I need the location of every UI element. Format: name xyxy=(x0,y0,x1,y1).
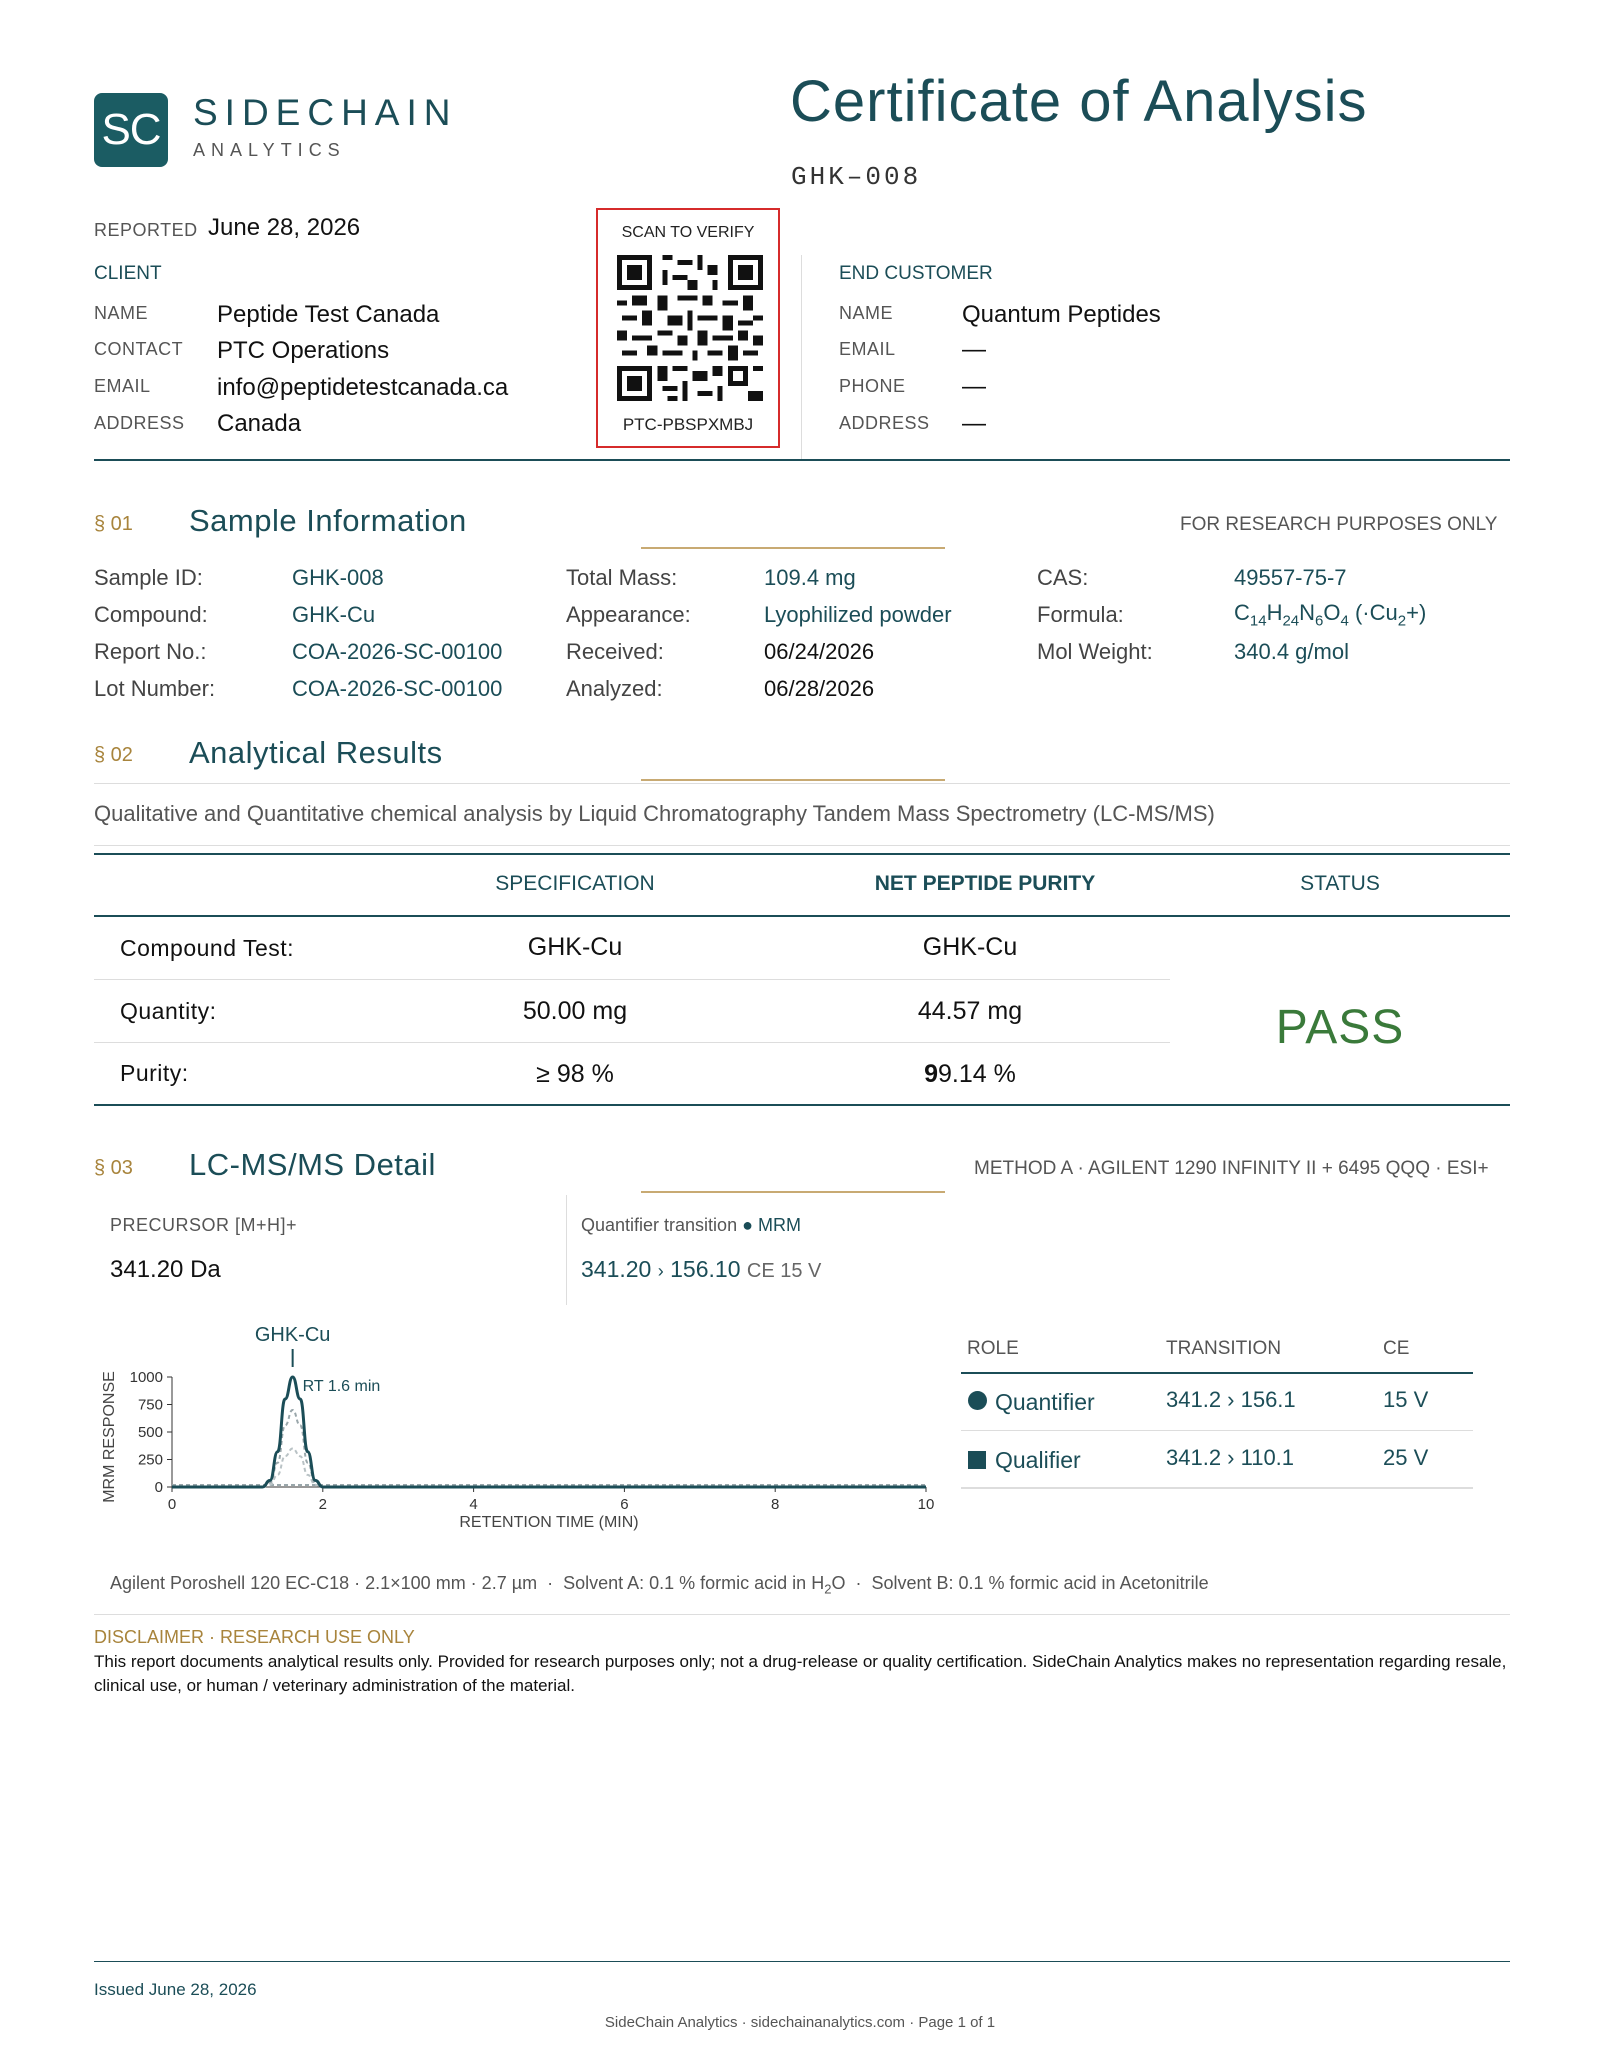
col-status: STATUS xyxy=(1300,872,1380,895)
quant-transition: Quantifier transition ● MRM xyxy=(581,1215,801,1235)
qualifier-transition: 341.2 › 110.1 xyxy=(1166,1445,1295,1470)
reported-label: REPORTED xyxy=(94,220,198,240)
series-line xyxy=(172,1377,926,1487)
y-tick-label: 500 xyxy=(137,1424,163,1441)
analyzed-date: 06/28/2026 xyxy=(764,676,875,701)
end-phone: — xyxy=(962,373,986,400)
section-1-title: Sample Information xyxy=(189,503,467,538)
doc-id: GHK–008 xyxy=(791,162,922,192)
verify-box[interactable] xyxy=(596,208,780,448)
quantifier-ce: 15 V xyxy=(1383,1387,1429,1412)
disclaimer-heading: DISCLAIMER · RESEARCH USE ONLY xyxy=(94,1627,415,1647)
precursor-divider xyxy=(566,1195,567,1305)
header-divider xyxy=(801,255,802,460)
page-title: Certificate of Analysis xyxy=(790,69,1368,134)
end-email: — xyxy=(962,336,986,363)
client-address: Canada xyxy=(217,410,302,437)
y-tick-label: 250 xyxy=(137,1451,163,1469)
x-tick-label: 4 xyxy=(469,1496,478,1513)
trans-bottom-rule xyxy=(961,1487,1473,1489)
row-compound-spec: GHK-Cu xyxy=(527,933,623,961)
issued-date: Issued June 28, 2026 xyxy=(94,1980,257,1999)
precursor-label: PRECURSOR [M+H]+ xyxy=(110,1215,298,1235)
trans-col-ce: CE xyxy=(1383,1338,1410,1359)
row-compound-result: GHK-Cu xyxy=(922,933,1018,961)
total-mass: 109.4 mg xyxy=(764,565,856,590)
qr-code-icon[interactable] xyxy=(617,255,763,401)
trans-col-role: ROLE xyxy=(967,1338,1019,1359)
method-text: Qualitative and Quantitative chemical analysis by Liquid Chromatography Tandem Mass Spectrometry (LC-MS/MS) xyxy=(94,801,1215,826)
sample-id-label: Sample ID: xyxy=(94,565,203,590)
formula-label: Formula: xyxy=(1037,602,1124,627)
x-axis-label: RETENTION TIME (MIN) xyxy=(459,1514,639,1531)
footer-rule xyxy=(94,1961,1510,1962)
end-address-label: ADDRESS xyxy=(839,413,930,433)
quant-value: 341.20 › 156.10 CE 15 V xyxy=(581,1256,822,1282)
quantifier-role: Quantifier xyxy=(995,1389,1095,1415)
section-2-number: § 02 xyxy=(94,744,133,766)
results-top-rule xyxy=(94,853,1510,855)
row-quantity-spec: 50.00 mg xyxy=(522,997,628,1025)
sample-id: GHK-008 xyxy=(292,565,384,590)
client-name: Peptide Test Canada xyxy=(217,301,440,328)
verify-code: PTC-PBSPXMBJ xyxy=(622,415,754,434)
compound: GHK-Cu xyxy=(292,602,376,627)
client-email[interactable]: info@peptidetestcanada.ca xyxy=(217,374,509,401)
disclaimer-text: This report documents analytical results only. Provided for research purposes only; not a drug-release or quality certification. SideChain Analytics makes no representation regarding resale, clinical use, or human / veterinary administration of the material. xyxy=(94,1652,1507,1695)
end-name: Quantum Peptides xyxy=(962,301,1161,328)
chromatogram xyxy=(94,1315,954,1555)
report-no-label: Report No.: xyxy=(94,639,207,664)
circle-icon xyxy=(968,1391,987,1410)
y-tick-label: 750 xyxy=(137,1396,163,1414)
client-heading: CLIENT xyxy=(94,263,162,284)
x-tick-label: 10 xyxy=(917,1496,935,1513)
trans-header-rule xyxy=(961,1372,1473,1374)
brand-name: SIDECHAIN xyxy=(193,92,458,133)
client-contact: PTC Operations xyxy=(217,337,390,364)
y-tick-label: 0 xyxy=(154,1479,163,1496)
client-contact-label: CONTACT xyxy=(94,339,184,359)
qualifier-role: Qualifier xyxy=(995,1447,1081,1473)
status-badge: PASS xyxy=(1275,1001,1405,1054)
y-tick-label: 1000 xyxy=(129,1369,163,1386)
client-name-label: NAME xyxy=(94,303,149,323)
row-rule xyxy=(94,1042,1170,1043)
end-email-label: EMAIL xyxy=(839,339,896,359)
logo xyxy=(94,93,168,167)
analyzed-label: Analyzed: xyxy=(566,676,663,701)
row-quantity-label: Quantity: xyxy=(120,998,217,1024)
series-line xyxy=(172,1410,926,1487)
method-rule xyxy=(94,845,1510,846)
trans-col-transition: TRANSITION xyxy=(1166,1338,1282,1359)
section-2-rule xyxy=(94,783,1510,784)
section-3-accent xyxy=(641,1191,945,1193)
x-tick-label: 6 xyxy=(620,1496,629,1513)
reported-date: June 28, 2026 xyxy=(208,214,361,241)
end-customer-heading: END CUSTOMER xyxy=(839,263,993,284)
compound-label: Compound: xyxy=(94,602,208,627)
row-compound-label: Compound Test: xyxy=(120,935,295,961)
results-header-rule xyxy=(94,915,1510,917)
mol-weight: 340.4 g/mol xyxy=(1234,639,1349,664)
results-bottom-rule xyxy=(94,1104,1510,1106)
section-1-number: § 01 xyxy=(94,513,133,535)
detail-rule xyxy=(94,1614,1510,1615)
y-axis-label: MRM RESPONSE xyxy=(101,1371,118,1503)
precursor-value: 341.20 Da xyxy=(110,1256,221,1283)
qualifier-ce: 25 V xyxy=(1383,1445,1429,1470)
cas-label: CAS: xyxy=(1037,565,1089,590)
lot-number: COA-2026-SC-00100 xyxy=(292,676,503,701)
brand-sub: ANALYTICS xyxy=(193,140,346,160)
received-date: 06/24/2026 xyxy=(764,639,875,664)
x-tick-label: 2 xyxy=(318,1496,327,1513)
row-purity-result: 99.14 % xyxy=(924,1060,1016,1088)
peak-label: GHK-Cu xyxy=(254,1324,331,1346)
header-rule xyxy=(94,459,1510,461)
report-no: COA-2026-SC-00100 xyxy=(292,639,503,664)
formula: $C_{14}H_{24}N_6O_4$ $(\cdot Cu_2+)$ xyxy=(1234,600,1427,630)
section-2-title: Analytical Results xyxy=(189,735,443,770)
section-2-accent xyxy=(641,779,945,781)
footer-line: SideChain Analytics · sidechainanalytics.com · Page 1 of 1 xyxy=(604,2014,996,2031)
section-3-title: LC-MS/MS Detail xyxy=(189,1147,436,1182)
column-solvent-info: Agilent Poroshell 120 EC-C18 · 2.1×100 mm · 2.7 µm · Solvent A: 0.1 % formic acid in $H_2O$ · Solvent B: 0.1 % formic acid in Acetonitrile xyxy=(110,1573,1209,1597)
cas-number: 49557-75-7 xyxy=(1234,565,1347,590)
logo-text: SC xyxy=(101,105,161,154)
client-address-label: ADDRESS xyxy=(94,413,185,433)
lot-label: Lot Number: xyxy=(94,676,216,701)
x-tick-label: 0 xyxy=(167,1496,177,1513)
end-address: — xyxy=(962,410,986,437)
end-name-label: NAME xyxy=(839,303,894,323)
end-phone-label: PHONE xyxy=(839,376,906,396)
row-purity-label: Purity: xyxy=(120,1060,189,1086)
quantifier-transition: 341.2 › 156.1 xyxy=(1166,1387,1296,1412)
square-icon xyxy=(968,1451,986,1469)
rt-annotation: RT 1.6 min xyxy=(302,1378,381,1395)
appearance: Lyophilized powder xyxy=(764,602,952,627)
x-tick-label: 8 xyxy=(771,1496,780,1513)
verify-label: SCAN TO VERIFY xyxy=(621,224,755,241)
row-rule xyxy=(94,979,1170,980)
client-email-label: EMAIL xyxy=(94,376,151,396)
section-1-accent xyxy=(641,547,945,549)
mass-label: Total Mass: xyxy=(566,565,678,590)
received-label: Received: xyxy=(566,639,664,664)
section-3-number: § 03 xyxy=(94,1157,133,1179)
col-net-purity: NET PEPTIDE PURITY xyxy=(874,872,1096,895)
trans-row-rule xyxy=(961,1430,1473,1431)
mw-label: Mol Weight: xyxy=(1037,639,1153,664)
col-specification: SPECIFICATION xyxy=(495,872,655,895)
method-info: METHOD A · AGILENT 1290 INFINITY II + 6495 QQQ · ESI+ xyxy=(974,1158,1489,1179)
series-line xyxy=(172,1449,926,1488)
row-quantity-result: 44.57 mg xyxy=(917,997,1023,1025)
research-note: FOR RESEARCH PURPOSES ONLY xyxy=(1180,514,1498,535)
appearance-label: Appearance: xyxy=(566,602,691,627)
row-purity-spec: ≥ 98 % xyxy=(536,1060,614,1088)
